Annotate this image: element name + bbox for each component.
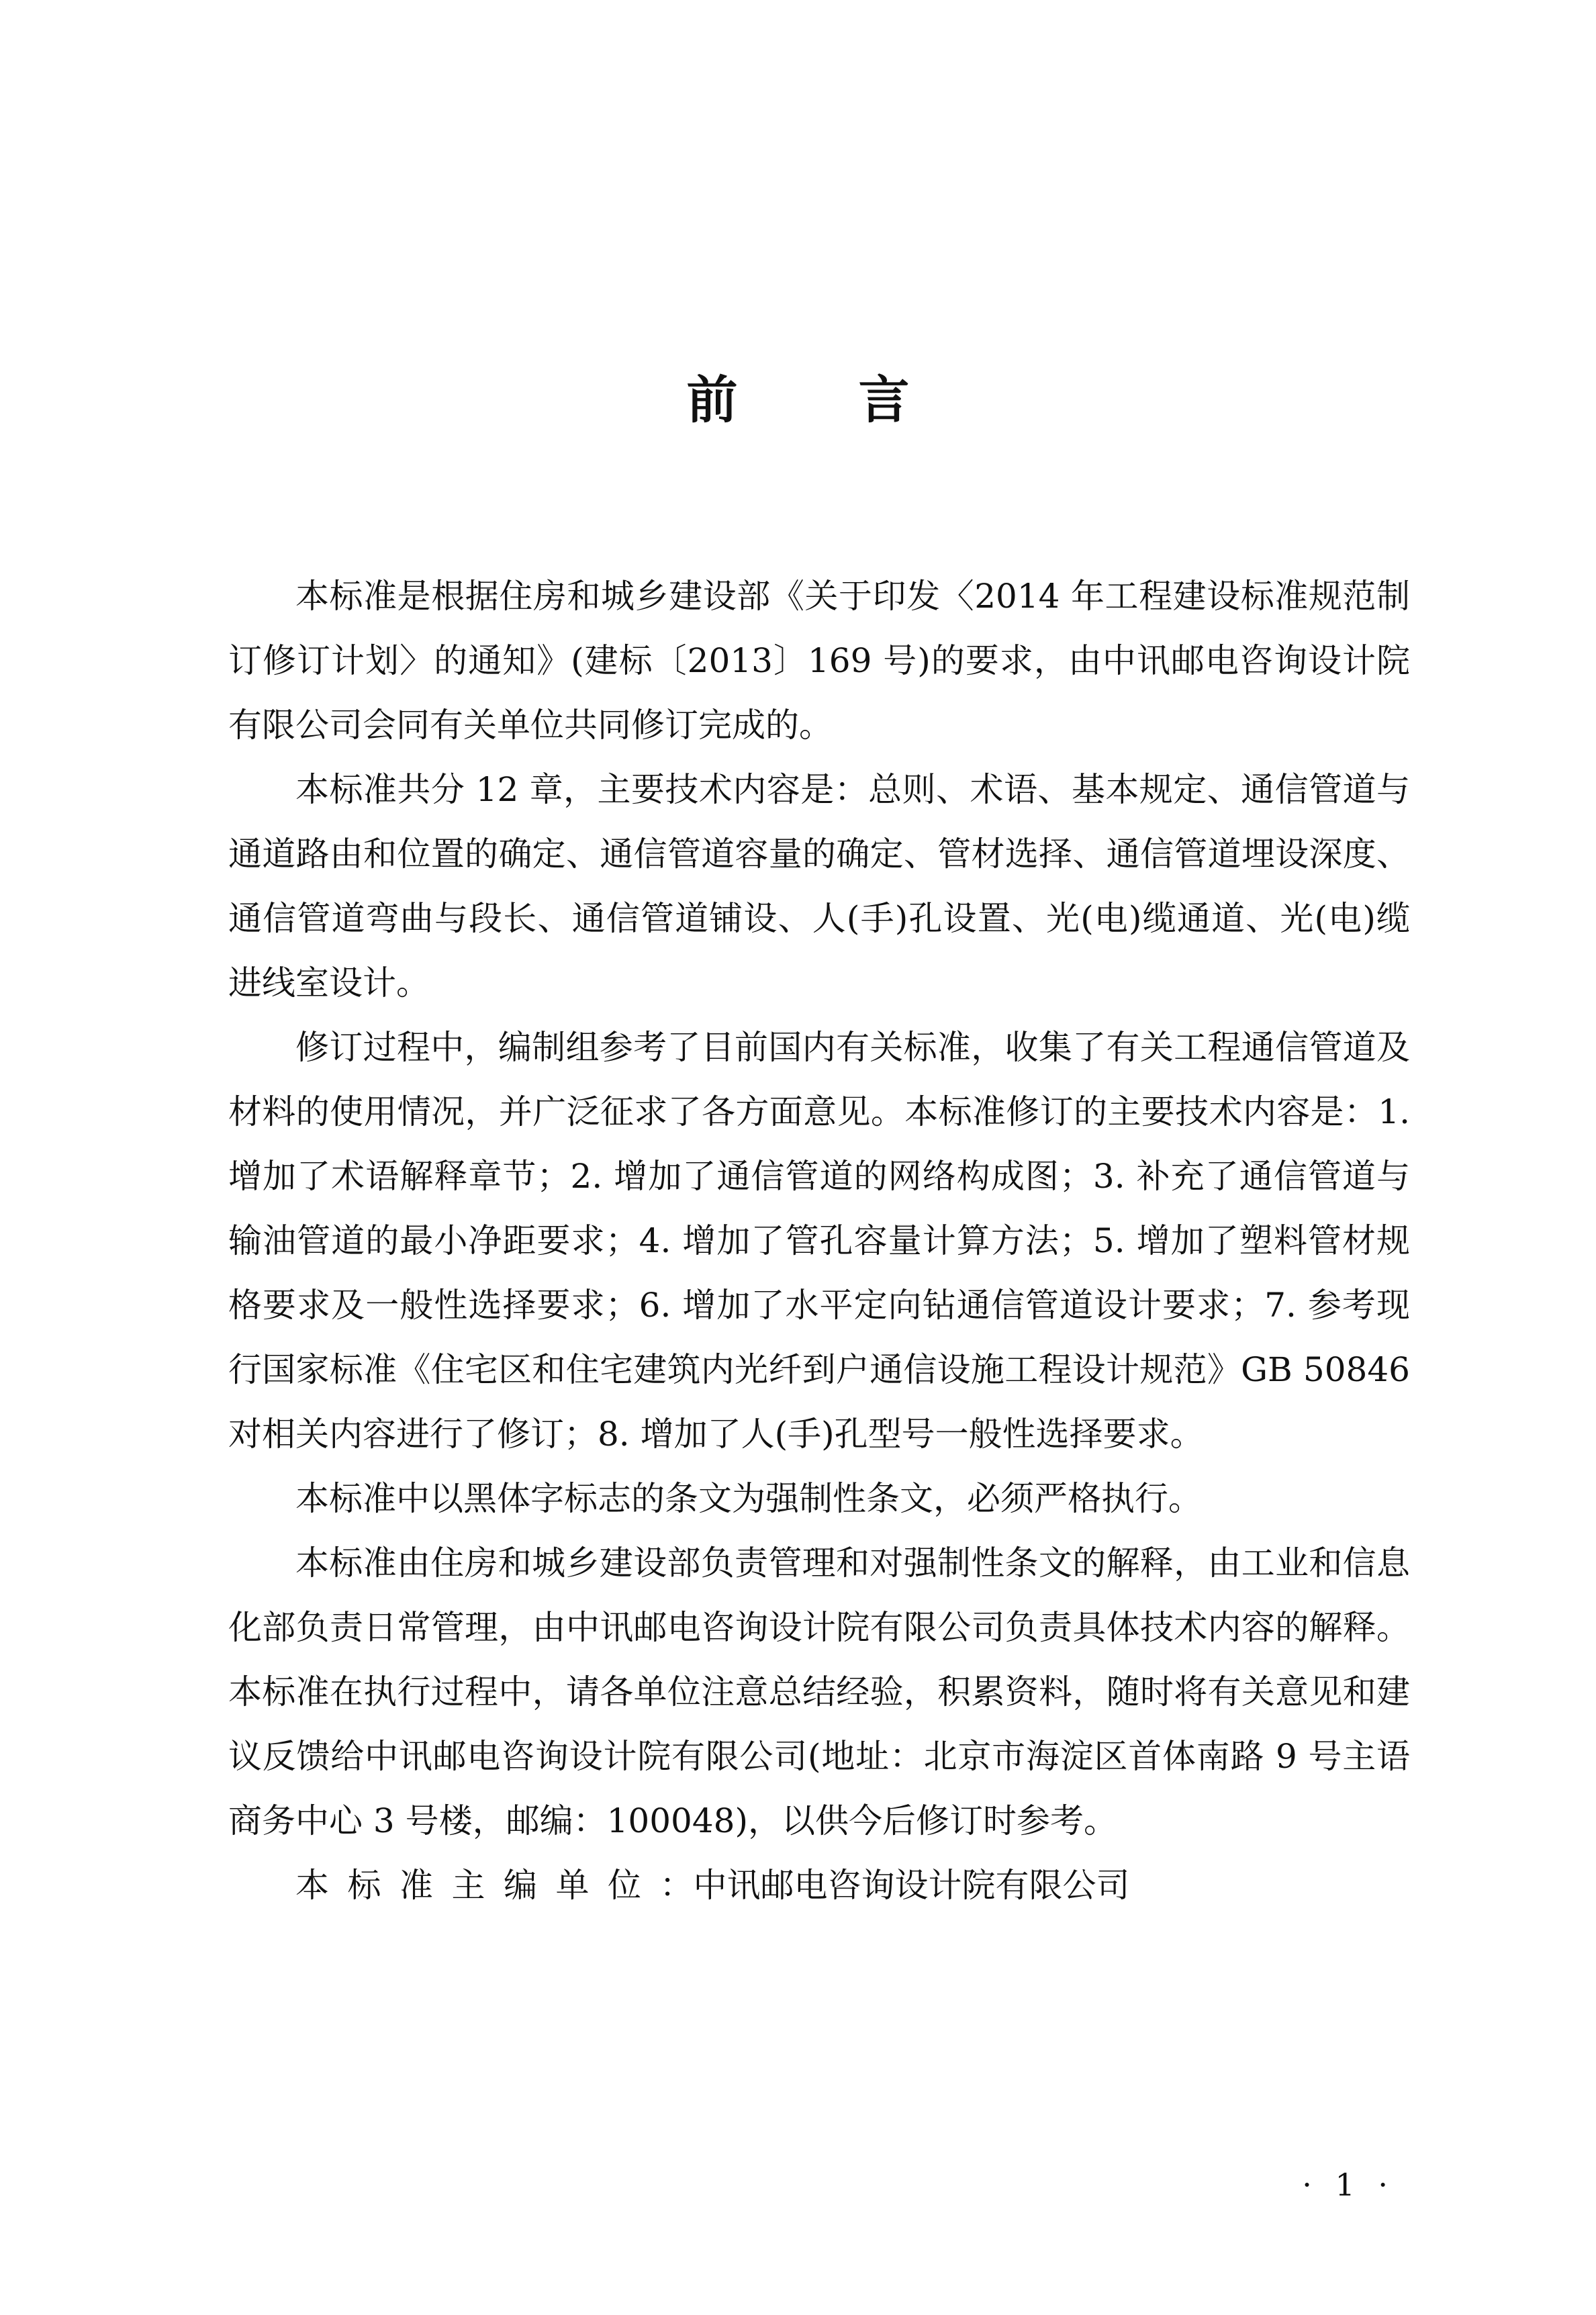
page-title: 前言	[686, 370, 1031, 430]
paragraph-1: 本标准是根据住房和城乡建设部《关于印发〈2014 年工程建设标准规范制订修订计划〉的通知》(建标〔2013〕169 号)的要求，由中讯邮电咨询设计院有限公司会同有关单位共同修订完成的。	[228, 577, 1410, 745]
chief-editor-line	[228, 1853, 1410, 1918]
paragraph-2: 本标准共分 12 章，主要技术内容是：总则、术语、基本规定、通信管道与通道路由和位置的确定、通信管道容量的确定、管材选择、通信管道埋设深度、通信管道弯曲与段长、通信管道铺设、人(手)孔设置、光(电)缆通道、光(电)缆进线室设计。	[228, 770, 1410, 1002]
paragraph-4: 本标准中以黑体字标志的条文为强制性条文，必须严格执行。	[295, 1479, 1202, 1518]
chief-editor-label: 本标准主编单位	[295, 1866, 660, 1905]
paragraph-3: 修订过程中，编制组参考了目前国内有关标准，收集了有关工程通信管道及材料的使用情况，并广泛征求了各方面意见。本标准修订的主要技术内容是：1. 增加了术语解释章节；2. 增加了通信管道的网络构成图；3. 补充了通信管道与输油管道的最小净距要求；4. 增加了管孔容量计算方法；5. 增加了塑料管材规格要求及一般性选择要求；6. 增加了水平定向钻通信管道设计要求；7. 参考现行国家标准《住宅区和住宅建筑内光纤到户通信设施工程设计规范》GB 50846 对相关内容进行了修订；8. 增加了人(手)孔型号一般性选择要求。	[228, 1028, 1410, 1454]
preface-body	[228, 564, 1410, 1918]
paragraph-5: 本标准由住房和城乡建设部负责管理和对强制性条文的解释，由工业和信息化部负责日常管理，由中讯邮电咨询设计院有限公司负责具体技术内容的解释。本标准在执行过程中，请各单位注意总结经验，积累资料，随时将有关意见和建议反馈给中讯邮电咨询设计院有限公司(地址：北京市海淀区首体南路 9 号主语商务中心 3 号楼，邮编：100048)，以供今后修订时参考。	[228, 1544, 1410, 1840]
chief-editor-value: 中讯邮电咨询设计院有限公司	[693, 1866, 1130, 1905]
page-number: · 1 ·	[1302, 2167, 1395, 2203]
chief-editor-separator: ：	[659, 1866, 694, 1905]
